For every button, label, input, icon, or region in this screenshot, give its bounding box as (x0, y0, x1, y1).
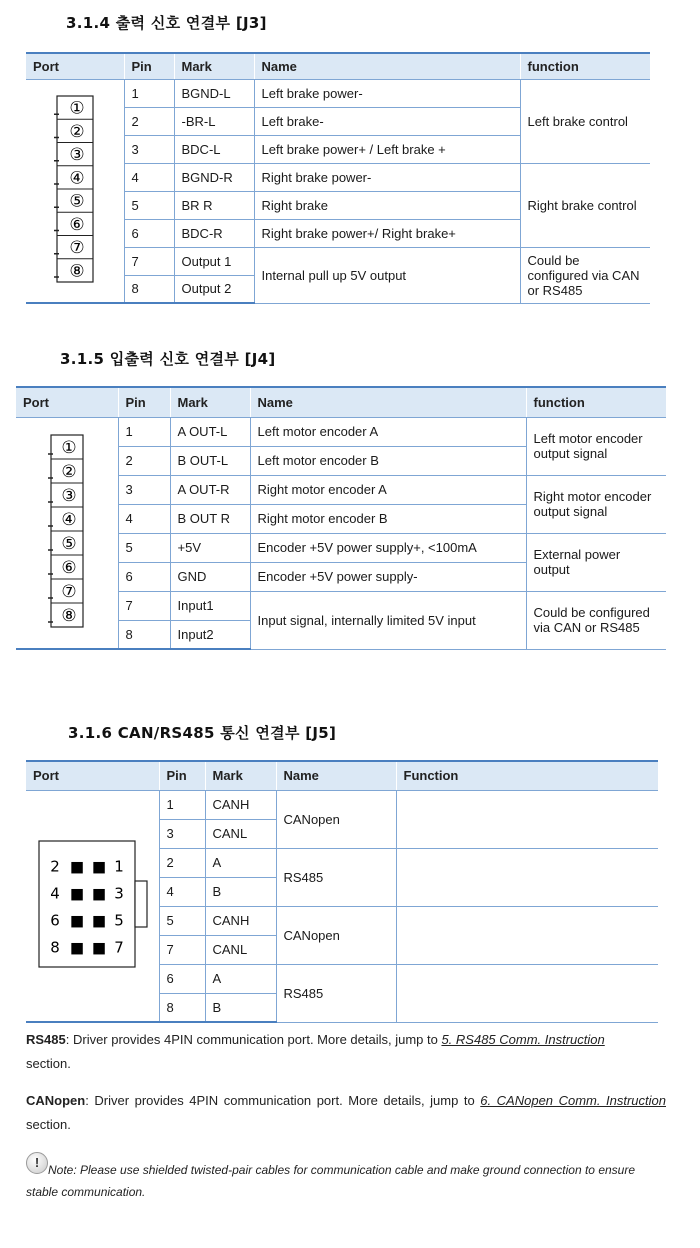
pin-mark: A (205, 964, 276, 993)
pin-name: Left brake- (254, 107, 520, 135)
connector-pin-label: ⑤ (61, 534, 77, 555)
connector-pin-label: ⑤ (69, 191, 85, 212)
col-header-pin: Pin (124, 53, 174, 79)
col-header-function: function (520, 53, 650, 79)
pin-function (396, 906, 658, 964)
j4-table (16, 386, 666, 650)
canopen-label: CANopen (26, 1093, 86, 1108)
pin-number: 7 (124, 247, 174, 275)
connector-pin-number: 4 (50, 884, 60, 903)
pin-number: 4 (124, 163, 174, 191)
pin-mark: CANH (205, 906, 276, 935)
pin-number: 3 (124, 135, 174, 163)
pin-mark: A OUT-R (170, 475, 250, 504)
connector-pin-label: ② (61, 462, 77, 483)
pin-number: 5 (124, 191, 174, 219)
pin-mark: B (205, 877, 276, 906)
pin-name: CANopen (276, 790, 396, 848)
pin-number: 6 (118, 562, 170, 591)
pin-number: 5 (159, 906, 205, 935)
pin-mark: CANL (205, 935, 276, 964)
connector-pin-number: 8 (50, 938, 60, 957)
pin-name: Left motor encoder B (250, 446, 526, 475)
section-title-j3: 3.1.4 출력 신호 연결부 [J3] (66, 14, 267, 32)
pin-name: RS485 (276, 848, 396, 906)
pin-function: Could be configured via CAN or RS485 (520, 247, 650, 303)
pin-mark: B (205, 993, 276, 1022)
pin-name: CANopen (276, 906, 396, 964)
pin-mark: -BR-L (174, 107, 254, 135)
connector-pin-number: 1 (114, 857, 124, 876)
j5-connector-cell (26, 790, 159, 1022)
pin-mark: A (205, 848, 276, 877)
j3-table (26, 52, 650, 304)
connector-pin-label: ④ (69, 168, 85, 189)
col-header-function: Function (396, 761, 658, 790)
pin-name: RS485 (276, 964, 396, 1022)
pin-function: Could be configured via CAN or RS485 (526, 591, 666, 649)
col-header-name: Name (254, 53, 520, 79)
pin-function (396, 790, 658, 848)
pin-function: Left motor encoder output signal (526, 417, 666, 475)
col-header-name: Name (276, 761, 396, 790)
pin-function (396, 848, 658, 906)
rs485-link[interactable]: 5. RS485 Comm. Instruction (441, 1032, 605, 1047)
pin-number: 6 (159, 964, 205, 993)
pin-name: Right brake (254, 191, 520, 219)
j3-connector-diagram (53, 94, 97, 284)
pin-number: 1 (124, 79, 174, 107)
pin-mark: B OUT R (170, 504, 250, 533)
j4-connector-cell (16, 417, 118, 649)
rs485-tail: section. (26, 1056, 71, 1071)
pin-number: 4 (159, 877, 205, 906)
rs485-note (26, 1028, 666, 1076)
col-header-pin: Pin (159, 761, 205, 790)
j5-table (26, 760, 658, 1023)
col-header-name: Name (250, 387, 526, 417)
pin-function: Left brake control (520, 79, 650, 163)
connector-pin-label: ① (69, 98, 85, 119)
j4-connector-diagram (47, 433, 87, 629)
pin-number: 3 (118, 475, 170, 504)
pin-mark: Input1 (170, 591, 250, 620)
connector-pin-square: ■ (69, 911, 85, 930)
pin-mark: CANL (205, 819, 276, 848)
connector-pin-square: ■ (69, 884, 85, 903)
pin-name: Right brake power- (254, 163, 520, 191)
pin-number: 2 (118, 446, 170, 475)
pin-number: 8 (124, 275, 174, 303)
pin-name: Left brake power+ / Left brake + (254, 135, 520, 163)
pin-mark: BDC-R (174, 219, 254, 247)
pin-number: 8 (159, 993, 205, 1022)
connector-pin-number: 7 (114, 938, 124, 957)
connector-pin-label: ③ (69, 145, 85, 166)
canopen-link[interactable]: 6. CANopen Comm. Instruction (480, 1093, 666, 1108)
connector-pin-square: ■ (69, 857, 85, 876)
col-header-mark: Mark (174, 53, 254, 79)
pin-function: External power output (526, 533, 666, 591)
connector-pin-square: ■ (91, 911, 107, 930)
shielded-cable-note: Note: Please use shielded twisted-pair cables for communication cable and make ground connection to ensure stable communication. (26, 1163, 636, 1199)
pin-mark: B OUT-L (170, 446, 250, 475)
pin-number: 1 (118, 417, 170, 446)
pin-number: 2 (159, 848, 205, 877)
pin-mark: Input2 (170, 620, 250, 649)
pin-mark: BDC-L (174, 135, 254, 163)
pin-name: Encoder +5V power supply+, <100mA (250, 533, 526, 562)
connector-pin-square: ■ (69, 938, 85, 957)
pin-name: Left motor encoder A (250, 417, 526, 446)
connector-pin-square: ■ (91, 857, 107, 876)
connector-pin-label: ③ (61, 486, 77, 507)
connector-pin-label: ⑥ (69, 215, 85, 236)
pin-mark: Output 2 (174, 275, 254, 303)
pin-name: Encoder +5V power supply- (250, 562, 526, 591)
col-header-port: Port (26, 53, 124, 79)
connector-pin-label: ⑧ (69, 261, 85, 282)
pin-mark: CANH (205, 790, 276, 819)
connector-pin-label: ⑧ (61, 606, 77, 627)
connector-pin-label: ⑦ (69, 238, 85, 259)
canopen-text: : Driver provides 4PIN communication port. More details, jump to (85, 1093, 481, 1108)
col-header-port: Port (16, 387, 118, 417)
col-header-port: Port (26, 761, 159, 790)
rs485-text: : Driver provides 4PIN communication port. More details, jump to (65, 1032, 442, 1047)
connector-pin-square: ■ (91, 938, 107, 957)
connector-pin-label: ② (69, 122, 85, 143)
col-header-mark: Mark (205, 761, 276, 790)
pin-mark: BGND-R (174, 163, 254, 191)
pin-function (396, 964, 658, 1022)
j3-connector-cell (26, 79, 124, 303)
col-header-pin: Pin (118, 387, 170, 417)
warning-icon-glyph: ! (34, 1155, 40, 1170)
j5-connector-diagram (33, 839, 157, 969)
pin-number: 7 (118, 591, 170, 620)
canopen-tail: section. (26, 1117, 71, 1132)
connector-pin-number: 5 (114, 911, 124, 930)
connector-pin-label: ⑦ (61, 582, 77, 603)
pin-mark: +5V (170, 533, 250, 562)
pin-function: Right brake control (520, 163, 650, 247)
pin-mark: BGND-L (174, 79, 254, 107)
connector-pin-number: 6 (50, 911, 60, 930)
pin-function: Right motor encoder output signal (526, 475, 666, 533)
connector-pin-label: ⑥ (61, 558, 77, 579)
col-header-function: function (526, 387, 666, 417)
pin-number: 7 (159, 935, 205, 964)
pin-number: 1 (159, 790, 205, 819)
pin-name: Input signal, internally limited 5V input (250, 591, 526, 649)
connector-pin-square: ■ (91, 884, 107, 903)
pin-mark: GND (170, 562, 250, 591)
connector-pin-label: ④ (61, 510, 77, 531)
connector-pin-label: ① (61, 438, 77, 459)
section-title-j4: 3.1.5 입출력 신호 연결부 [J4] (60, 350, 276, 368)
pin-name: Right motor encoder A (250, 475, 526, 504)
pin-name: Right brake power+/ Right brake+ (254, 219, 520, 247)
pin-name: Left brake power- (254, 79, 520, 107)
pin-number: 2 (124, 107, 174, 135)
pin-number: 8 (118, 620, 170, 649)
pin-number: 4 (118, 504, 170, 533)
pin-number: 5 (118, 533, 170, 562)
pin-number: 6 (124, 219, 174, 247)
rs485-label: RS485 (26, 1032, 66, 1047)
col-header-mark: Mark (170, 387, 250, 417)
connector-pin-number: 3 (114, 884, 124, 903)
pin-mark: Output 1 (174, 247, 254, 275)
pin-number: 3 (159, 819, 205, 848)
section-title-j5: 3.1.6 CAN/RS485 통신 연결부 [J5] (68, 724, 337, 742)
pin-name: Internal pull up 5V output (254, 247, 520, 303)
pin-mark: BR R (174, 191, 254, 219)
canopen-note (26, 1089, 666, 1137)
pin-mark: A OUT-L (170, 417, 250, 446)
pin-name: Right motor encoder B (250, 504, 526, 533)
connector-pin-number: 2 (50, 857, 60, 876)
